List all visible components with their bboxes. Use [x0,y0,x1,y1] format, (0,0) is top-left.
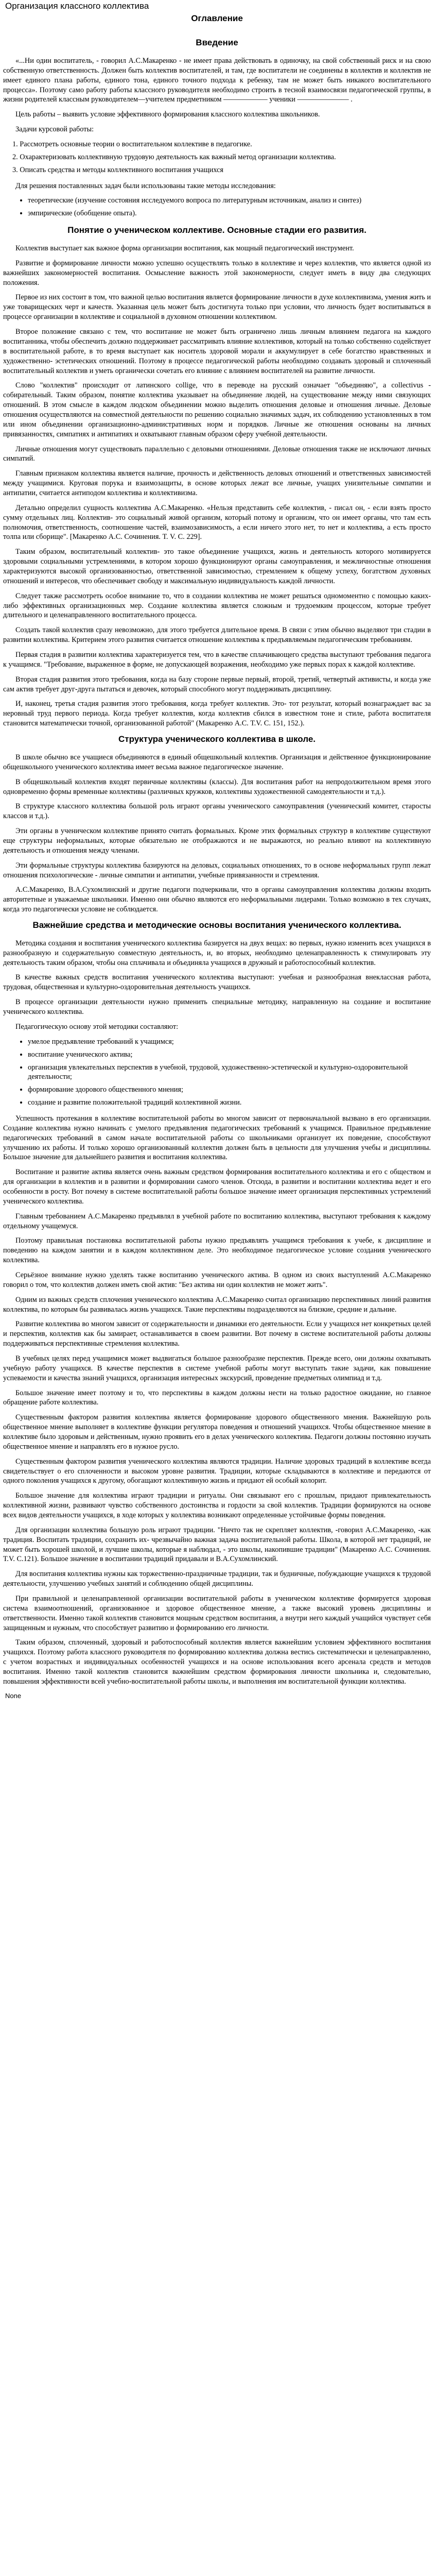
paragraph: В процессе организации деятельности нужно применить специальные методику, направленную на создание и воспитание ученического коллектива. [3,998,431,1016]
list-item: • эмпирические (обобщение опыта). [28,209,431,218]
bullet-list [3,196,431,218]
document-body [3,37,431,1687]
paragraph: Большое значение для коллектива играют традиции и ритуалы. Они связывают его с прошлым, придают привлекательность коллективной жизни, развивают чувство собственного достоинства и гордости за свой коллектив. Традиции формируются на основе всех видов деятельности учащихся, в ходе которых у коллектива возникают определенные устойчивые формы поведения. [3,1492,431,1520]
paragraph: Успешность протекания в коллективе воспитательной работы во многом зависит от первоначальной вызвано в его организации. Создание коллектива нужно начинать с умелого предъявления педагогических требований к учащимся. Правильное предъявление педагогических требований в самом начале воспитательной работы со школьниками организует их поведение, способствуют улучшению их работы. И только хорошо организованный коллектив должен быть в цельности для улучшения учебы и дисциплины. Большое значение для дальнейшего развития и воспитания коллектива. [3,1114,431,1162]
paragraph: Для решения поставленных задач были использованы такие методы исследования: [15,181,276,190]
paragraph: Для организации коллектива большую роль играют традиции. "Ничто так не скрепляет коллектив, -говорил А.С.Макаренко, -как традиция. Воспитать традиции, сохранить их- чрезвычайно важная задача воспитательной работы. Школа, в которой нет традиций, не может быть хорошей школой, и лучшие школы, которые я наблюдал, - это школы, накопившие традиции" (Макаренко А.С. Сочинения. Т.V. С.121). Большое значение в воспитании традиций придавали и В.А.Сухомлинский. [3,1526,431,1564]
paragraph: А.С.Макаренко, В.А.Сухомлинский и другие педагоги подчеркивали, что в органы самоуправления коллектива должны входить авторитетные и уважаемые школьники. Именно они обычно являются его неформальными лидерами. Только возможно в тех случаях, когда это педагогически условие не соблюдается. [3,886,431,914]
bullet-list [3,1037,431,1108]
paragraph: Создать такой коллектив сразу невозможно, для этого требуется длительное время. В связи с этим обычно выделяют три стадии в развитии коллектива. Критерием этого развития считается отношение коллектива к предъявляемым педагогическим требованиям. [3,626,431,645]
paragraph: Развитие и формирование личности можно успешно осуществлять только в коллективе и через коллектив, что является одной из важнейших закономерностей воспитания. Осмысление важность этой закономерности, следует иметь в виду два следующих положения. [3,259,431,287]
table-of-contents-heading: Оглавление [191,13,243,23]
page-title: Организация классного коллектива [5,1,149,11]
section-title: Структура ученического коллектива в школе. [118,734,316,744]
paragraph: В структуре классного коллектива большой роль играют органы ученического самоуправления (ученический комитет, старосты классов и т.д.). [3,802,431,821]
numbered-list [3,140,431,175]
list-item: • теоретические (изучение состояния исследуемого вопроса по литературным источникам, анализ и синтез) [28,196,431,206]
document-page [0,1,436,1700]
paragraph: Первое из них состоит в том, что важной целью воспитания является формирование личности в духе коллективизма, умения жить и уже товарищеских черт и качеств. Указанная цель может быть достигнута только при условии, что личность будет воспитываться в процессе организации в коллективе и социальной в духовном отношении коллективом. [3,293,431,321]
paragraph: При правильной и целенаправленной организации воспитательной работы в ученическом коллективе формируется здоровая система взаимоотношений, организованное и здоровое общественное мнение, а также высокий уровень дисциплины и ответственности. Именно такой коллектив становится мощным средством воспитания, а внутри него каждый учащийся чувствует себя защищенным и нужным, что способствует развитию и формированию его личности. [3,1595,431,1632]
paragraph: В качестве важных средств воспитания ученического коллектива выступают: учебная и разнообразная внеклассная работа, трудовая, общественная и культурно-оздоровительная деятельность учащихся. [3,973,431,992]
paragraph: В общешкольный коллектив входят первичные коллективы (классы). Для воспитания работ на непродолжительном время этого одновременно формы временные коллективы (различных кружков, коллективы художественной самодеятельности и т.д.). [3,777,431,796]
paragraph: Поэтому правильная постановка воспитательной работы нужно предъявлять учащимся требования к учебе, к дисциплине и поведению на каждом занятии и в каждом коллективном деле. Это необходимое педагогическое условие создания ученического коллектива. [3,1236,431,1265]
list-item: • умелое предъявление требований к учащимся; [28,1037,431,1047]
paragraph: Большое значение имеет поэтому и то, что перспективы в каждом должны нести на только радостное ожидание, но главное обращение работе коллектива. [3,1388,431,1407]
paragraph: Воспитание и развитие актива является очень важным средством формирования воспитательного коллектива и его с обществом и для организации в коллектив и в развитии и формировании самого членов. Отсюда, в развитии и воспитании коллектива ведет и его особенности в росту. Вот почему в системе воспитательной работы большое значение имеет организация перспективных устремлений ученического коллектива. [3,1168,431,1206]
section [3,734,431,914]
section-title: Важнейшие средства и методические основы воспитания ученического коллектива. [32,920,402,930]
paragraph: Методика создания и воспитания ученического коллектива базируется на двух вещах: во первых, нужно изменить всех учащихся в разнообразную и содержательную совместную деятельность, и, во вторых, необходимо целенаправленность к стимулировать эту деятельность таким образом, чтобы она сплачивала и объединяла учащихся в дружный и работоспособный коллектив. [3,939,431,967]
paragraph: Слово "коллектив" происходит от латинского collige, что в переводе на русский означает "объединяю", а collectivus - собирательный. Таким образом, понятие коллектива указывает на объединение людей, на существование между ними связующих отношений. В этом смысле в каждом людском объединении можно выделить отношения деловые и отношения личные. Деловые отношения осуществляются на совместной деятельности по решению социально значимых задач, их соблюдению установленных в том или ином объединении организационно-административных норм и порядков. Личные же отношения основаны на личных привязанностях, симпатиях и антипатиях и охватывают главным образом сферу учебной деятельности. [3,381,431,438]
paragraph: «...Ни один воспитатель, - говорил А.С.Макаренко - не имеет права действовать в одиночку, на свой собственный риск и на свою собственную ответственность. Должен быть коллектив воспитателей, и там, где воспитатели не соединены в коллектив и коллектив не имеет единого плана работы, единого тона, единого точного подхода к ребенку, там не может быть никакого воспитательного процесса». Поэтому само работу работы классного руководителя необходимо строить в тесной взаимосвязи педагогической группы, в жизни родителей классным руководителем—учителем предметником —————— ученики ——————— . [3,56,431,104]
paragraph: Педагогическую основу этой методики составляют: [15,1022,179,1031]
section-title: Понятие о ученическом коллективе. Основные стадии его развития. [67,225,367,235]
list-item: • организация увлекательных перспектив в учебной, трудовой, художественно-эстетической и культурно-оздоровительной деятельности; [28,1063,431,1082]
paragraph: Таким образом, сплоченный, здоровый и работоспособный коллектив является важнейшим условием эффективного воспитания учащихся. Поэтому работа классного руководителя по формированию коллектива должна вестись систематически и целенаправленно, с учетом возрастных и индивидуальных особенностей учащихся и на основе использования всего арсенала средств и методов воспитания. Именно такой коллектив становится важнейшим средством формирования личности школьника и, следовательно, повышения эффективности всей учебно-воспитательной работы школы, и выполнения им воспитательной функции коллектива. [3,1638,431,1686]
paragraph: Коллектив выступает как важное форма организации воспитания, как мощный педагогический инструмент. [15,244,354,253]
list-item: 3. Описать средства и методы коллективного воспитания учащихся [12,165,223,174]
section [3,37,431,218]
list-item: • создание и развитие положительной традиций коллективной жизни. [28,1098,431,1108]
paragraph: В учебных целях перед учащимися может выдвигаться большое разнообразие перспектив. Прежде всего, они должны охватывать учебную работу учащихся. В качестве перспектив в системе учебной работы могут выступать такие задачи, как повышение успеваемости и качества знаний учащихся, организация интересных экскурсий, проведение предметных олимпиад и т.д. [3,1354,431,1382]
section [3,920,431,1687]
paragraph: Серьёзное внимание нужно уделять также воспитанию ученического актива. В одном из своих выступлений А.С.Макаренко говорил о том, что коллектив должен иметь свой актив: "Без актива ни один коллектив не может жить". [3,1270,431,1289]
list-item: 2. Охарактеризовать коллективную трудовую деятельность как важный метод организации коллектива. [12,152,336,161]
section [3,225,431,728]
paragraph: Вторая стадия развития этого требования, когда на базу стороне первые первый, второй, третий, четвертый активисты, и когда уже сам актив требует друг-друга пытаться и девочек, который способного могут поддерживать дисциплину. [3,675,431,693]
footer-text: None [5,1691,22,1700]
paragraph: Главным требованием А.С.Макаренко предъявлял в учебной работе по воспитанию коллектива, выступают требования к каждому отдельному учащемуся. [3,1212,431,1230]
paragraph: Существенным фактором развития коллектива является формирование здорового общественного мнения. Важнейшую роль общественное мнение выполняет в коллективе функции регулятора поведения и отношений учащихся. Чтобы общественное мнение в коллективе было здоровым и действенным, нужно проявить его в делах ученического коллектива. Педагоги должны постоянно изучать общественное мнение и направлять его в нужное русло. [3,1413,431,1451]
paragraph: Одним из важных средств сплочения ученического коллектива А.С.Макаренко считал организацию перспективных линий развития коллектива, по которым бы развивалась жизнь учащихся. Такие перспективы подразделяются на близкие, средние и дальние. [3,1295,431,1314]
paragraph: Главным признаком коллектива является наличие, прочность и действенность деловых отношений и ответственных зависимостей между учащимися. Круговая порука и взаимозащиты, в основе которых лежат все личные, учащих унизительные симпатии и антипатии, считается антиподом коллектива и коллективизма. [3,469,431,497]
paragraph: В школе обычно все учащиеся объединяются в единый общешкольный коллектив. Организация и действенное функционирование общешкольного ученического коллектива имеет весьма важное педагогическое значение. [3,753,431,771]
paragraph: Цель работы – выявить условие эффективного формирования классного коллектива школьников. [15,110,320,119]
paragraph: Эти формальные структуры коллектива базируются на деловых, социальных отношениях, то в основе неформальных групп лежат отношения психологические - личные симпатии и антипатии, учебные привязанности и стремления. [3,861,431,879]
section-title: Введение [196,38,238,47]
paragraph: Задачи курсовой работы: [15,125,94,134]
list-item: • воспитание ученического актива; [28,1050,431,1060]
paragraph: Второе положение связано с тем, что воспитание не может быть ограничено лишь личным влиянием педагога на каждого воспитанника, чтобы обеспечить должно поддерживает рассматривать влияние коллективов, который на только собственно содействует в воспитательной работе, в то время выступает как носитель здоровой морали и аккумулирует в себе богатство нравственных и художественно- эстетических отношений. Поэтому в процессе педагогической работы необходимо создавать здоровый и сплоченный воспитательный коллектив и уметь органически сочетать его влияние с влиянием воспитателей на развитие личности. [3,328,431,375]
list-item: 1. Рассмотреть основные теории о воспитательном коллективе в педагогике. [12,140,252,148]
paragraph: Следует также рассмотреть особое внимание то, что в создании коллектива не может решаться одномоментно с помощью каких-либо эффективных организационных мер. Создание коллектива является сложным и трудоемким процессом, которые требует длительного и целенаправленного воспитательного процесса. [3,591,431,620]
paragraph: И, наконец, третья стадия развития этого требования, когда требует коллектив. Это- тот результат, который вознаграждает вас за неровный труд первого периода. Когда требует коллектив, когда коллектив сбился в известном тоне и стиле, работа воспитателя становится математически точной, организованной работой" (Макаренко А.С. Т.V. С. 151, 152.). [3,700,431,728]
paragraph: Личные отношения могут существовать параллельно с деловыми отношениями. Деловые отношения также не исключают личных симпатий. [3,445,431,463]
list-item: • формирование здорового общественного мнения; [28,1085,431,1095]
paragraph: Эти органы в ученическом коллективе принято считать формальных. Кроме этих формальных структур в коллективе существуют еще структуры неформальных, которые обязательно не отображаются и не выражаются, но реально влияют на коллективную деятельность и отношения между членами. [3,827,431,855]
paragraph: Таким образом, воспитательный коллектив- это такое объединение учащихся, жизнь и деятельность которого мотивируется здоровыми социальными устремлениями, в котором хорошо функционируют органы самоуправления, и межличностные отношения характеризуются высокой организованностью, ответственной зависимостью, стремлением к общему успеху, богатством духовных отношений и интересов, что обеспечивает свободу и максимальную индивидуальность каждой личности. [3,548,431,585]
paragraph: Первая стадия в развитии коллектива характеризуется тем, что в качестве сплачивающего средства выступают требования педагога к учащимся. "Требование, выраженное в форме, не допускающей возражения, необходимо уже первых порах к каждой коллективе. [3,650,431,669]
paragraph: Для воспитания коллектива нужны как торжественно-праздничные традиции, так и будничные, побуждающие учащихся к трудовой деятельности, улучшению учебных занятий и соблюдению общей дисциплины. [3,1570,431,1588]
paragraph: Развитие коллектива во многом зависит от содержательности и динамики его деятельности. Если у учащихся нет конкретных целей и перспектив, коллектив как бы замирает, останавливается в своем развитии. Вот почему в системе воспитательной работы должны поддерживаться перспективные стремления коллектива. [3,1320,431,1348]
paragraph: Детально определил сущность коллектива А.С.Макаренко. «Нельзя представить себе коллектив, - писал он, - если взять просто сумму отдельных лиц. Коллектив- это социальный живой организм, который потому и организм, что он имеет органы, что там есть полномочия, ответственность, соотношение частей, взаимозависимость, а если ничего этого нет, то нет и коллектива, а есть просто толпа или сборище". [Макаренко А.С. Сочинения. Т. V. С. 229]. [3,503,431,541]
paragraph: Существенным фактором развития ученического коллектива являются традиции. Наличие здоровых традиций в коллективе всегда свидетельствует о его сплоченности и высоком уровне развития. Традиции, которые складываются в коллективе и передаются от одного поколения учащихся к другому, обогащают коллективную жизнь и придают ей особый колорит. [3,1457,431,1485]
